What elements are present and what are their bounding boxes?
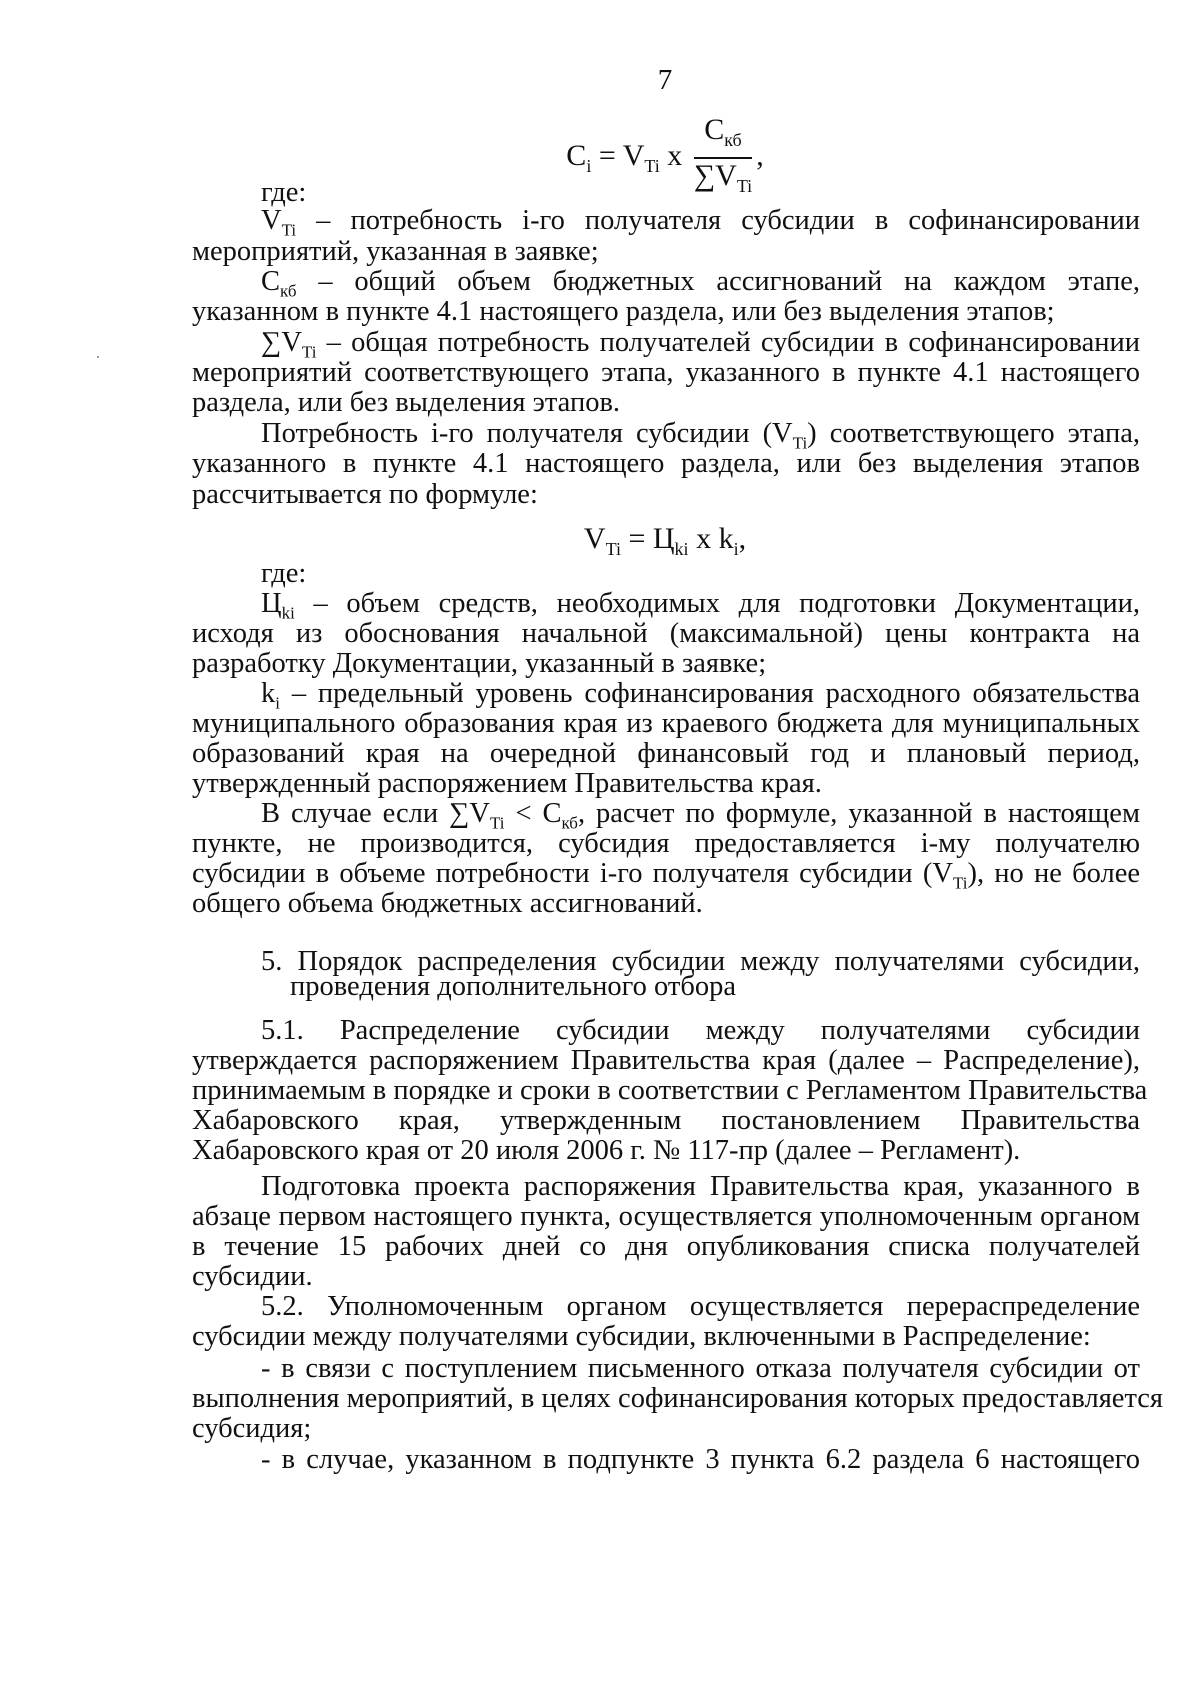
list-item: - в случае, указанном в подпункте 3 пункта 6.2 раздела 6 настоящего: [261, 1444, 1140, 1475]
text-line: абзаце первом настоящего пункта, осуществляется уполномоченным органом: [192, 1201, 1140, 1232]
text-line: субсидии между получателями субсидии, включенными в Распределение:: [192, 1321, 1091, 1352]
text-line: образований края на очередной финансовый год и плановый период,: [192, 738, 1140, 769]
definition-sum-v-ti: $\sum V_{Ti}$ – общая потребность получателей субсидии в софинансировании: [261, 327, 1140, 362]
text-line: В случае если $\sum V_{Ti} < C_{кб}$, расчет по формуле, указанной в настоящем: [261, 798, 1140, 833]
text-line: мероприятий соответствующего этапа, указанного в пункте 4.1 настоящего: [192, 357, 1140, 388]
text-line: утверждается распоряжением Правительства края (далее – Распределение),: [192, 1045, 1140, 1076]
text-line: выполнения мероприятий, в целях софинансирования которых предоставляется: [192, 1383, 1164, 1414]
section-heading-cont: проведения дополнительного отбора: [290, 971, 736, 1002]
text-line: Хабаровского края, утвержденным постановлением Правительства: [192, 1105, 1140, 1136]
where-label: где:: [261, 558, 307, 589]
text-line: исходя из обоснования начальной (максимальной) цены контракта на: [192, 618, 1140, 649]
fraction-numerator: $C_{кб}$: [694, 113, 752, 159]
list-item: - в связи с поступлением письменного отказа получателя субсидии от: [261, 1353, 1140, 1384]
where-label: где:: [261, 177, 307, 208]
definition-c-kb: $C_{кб}$ – общий объем бюджетных ассигнований на каждом этапе,: [261, 266, 1140, 301]
text-line: пункте, не производится, субсидия предоставляется i-му получателю: [192, 828, 1140, 859]
section-heading: 5. Порядок распределения субсидии между получателями субсидии,: [261, 946, 1140, 977]
text-line: указанного в пункте 4.1 настоящего раздела, или без выделения этапов: [192, 448, 1140, 479]
text-line: мероприятий, указанная в заявке;: [192, 236, 599, 267]
fraction-denominator: $\sum V_{Ti}$: [693, 159, 753, 196]
text-line: рассчитывается по формуле:: [192, 479, 538, 510]
definition-v-ti: $V_{Ti}$ – потребность i-го получателя субсидии в софинансировании: [261, 205, 1140, 240]
definition-c-ki: $Ц_{ki}$ – объем средств, необходимых для подготовки Документации,: [261, 588, 1140, 623]
text-line: принимаемым в порядке и сроки в соответствии с Регламентом Правительства: [192, 1075, 1148, 1106]
text-line: муниципального образования края из краевого бюджета для муниципальных: [192, 708, 1140, 739]
text-line: раздела, или без выделения этапов.: [192, 387, 621, 418]
formula-subsidy-share: $C_i = V_{Ti}$ x $\frac{C_{кб}}{\sum V_{Ti}}$ ,: [0, 113, 1200, 203]
page-number: 7: [657, 64, 673, 96]
text-line: субсидии в объеме потребности i-го получателя субсидии $(V_{Ti})$, но не более: [192, 858, 1140, 893]
text-line: Подготовка проекта распоряжения Правительства края, указанного в: [261, 1171, 1140, 1202]
text-line: 5.1. Распределение субсидии между получателями субсидии: [261, 1015, 1140, 1046]
text-line: субсидии.: [192, 1261, 313, 1292]
text-line: указанном в пункте 4.1 настоящего раздела, или без выделения этапов;: [192, 296, 1055, 327]
text-line: субсидия;: [192, 1413, 312, 1444]
text-line: Хабаровского края от 20 июля 2006 г. № 117-пр (далее – Регламент).: [192, 1135, 1021, 1166]
text-line: Потребность i-го получателя субсидии $(V_{Ti})$ соответствующего этапа,: [261, 418, 1140, 453]
formula-fraction: [694, 113, 752, 203]
text-line: в течение 15 рабочих дней со дня опубликования списка получателей: [192, 1231, 1140, 1262]
text-line: общего объема бюджетных ассигнований.: [192, 888, 703, 919]
text-line: 5.2. Уполномоченным органом осуществляется перераспределение: [261, 1291, 1140, 1322]
text-line: разработку Документации, указанный в заявке;: [192, 648, 767, 679]
scan-speck: [97, 356, 99, 358]
formula-need: $V_{Ti} = Ц_{ki}$ x $k_i$,: [583, 522, 747, 559]
text-line: утвержденный распоряжением Правительства края.: [192, 768, 822, 799]
definition-k-i: $k_i$ – предельный уровень софинансирования расходного обязательства: [261, 678, 1140, 713]
